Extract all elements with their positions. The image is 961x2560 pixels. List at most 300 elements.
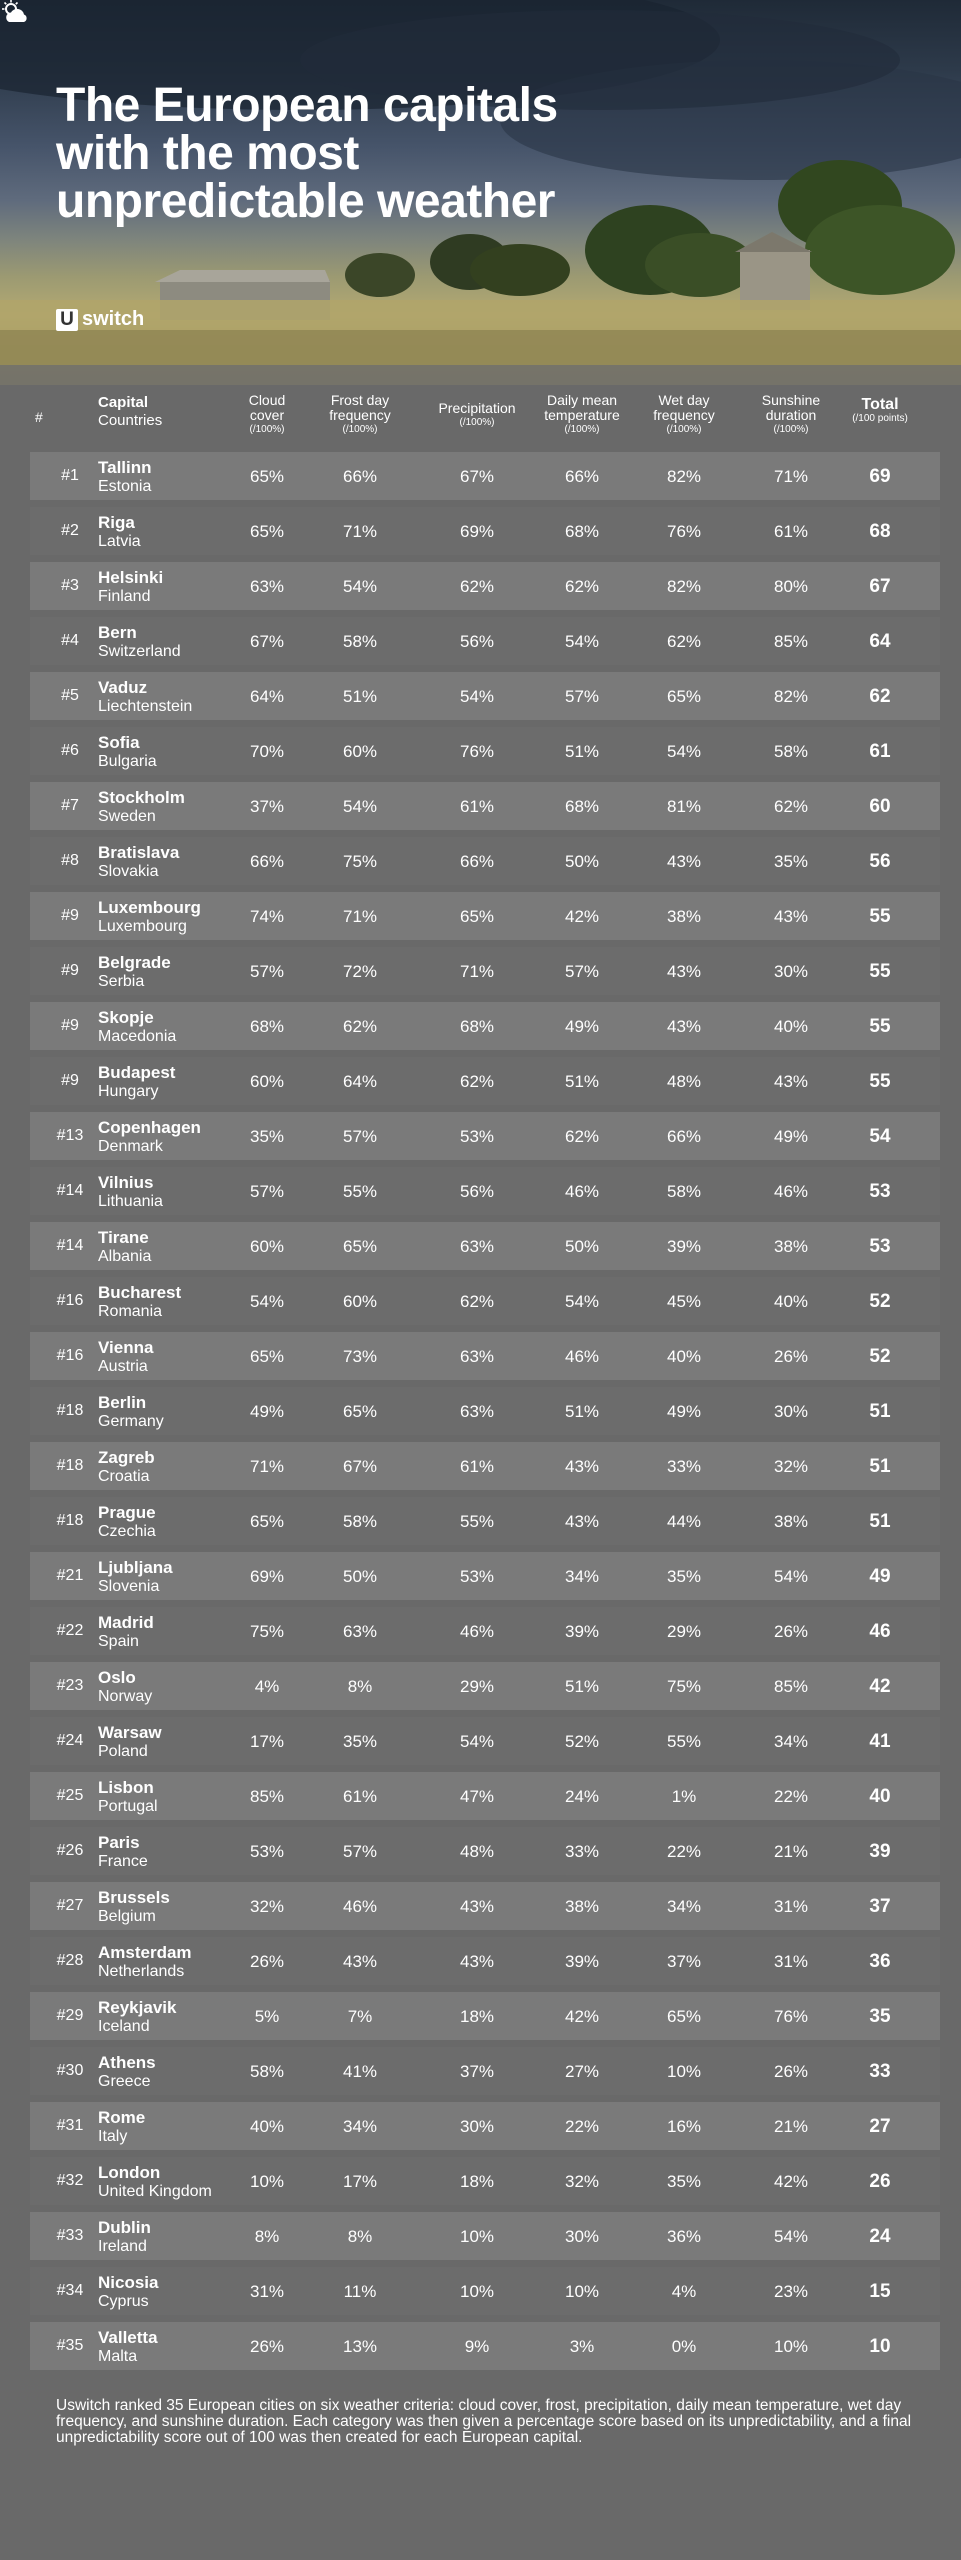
cell-frost-day: 11% [343,2282,377,2301]
methodology-note: Uswitch ranked 35 European cities on six weather criteria: cloud cover, frost, precipitation, daily mean temperature, wet day frequency, and sunshine duration. Each category was then given a percentage score based on its unpredictability, and a final unpredictability score out of 100 was then created for each European capital. [56,2397,912,2446]
cell-sunshine: 34% [773,1732,809,1751]
cell-rank: #30 [56,2062,84,2079]
cell-cloud-cover: 65% [249,522,285,541]
cell-rank: #31 [56,2117,84,2134]
cell-frost-day: 46% [342,1897,378,1916]
page-title: The European capitals with the most unpredictable weather [56,79,558,228]
cell-wet-day: 58% [666,1182,702,1201]
cell-precipitation: 71% [459,962,495,981]
cell-country: Portugal [98,1798,158,1815]
cell-precipitation: 43% [459,1897,495,1916]
cell-precipitation: 9% [464,2337,490,2356]
cell-wet-day: 0% [671,2337,697,2356]
cell-wet-day: 44% [666,1512,702,1531]
cell-capital: Madrid [98,1613,154,1632]
cell-sunshine: 49% [773,1127,809,1146]
cell-temperature: 34% [564,1567,600,1586]
cell-sunshine: 43% [773,1072,809,1091]
cell-country: Hungary [98,1083,159,1100]
cell-precipitation: 54% [459,1732,495,1751]
table-row [30,947,940,995]
cell-temperature: 50% [564,852,600,871]
cell-total: 55 [869,1016,891,1037]
cell-total: 52 [869,1291,891,1312]
cell-temperature: 68% [564,797,600,816]
cell-temperature: 3% [569,2337,595,2356]
cell-frost-day: 58% [342,1512,378,1531]
cell-rank: #6 [61,742,79,759]
cell-capital: Bern [98,623,137,642]
cell-frost-day: 43% [342,1952,378,1971]
cell-frost-day: 65% [342,1402,378,1421]
cell-total: 33 [869,2061,891,2082]
cell-precipitation: 67% [459,467,495,486]
cell-sunshine: 21% [773,2117,809,2136]
cell-frost-day: 62% [342,1017,378,1036]
cell-capital: Sofia [98,733,140,752]
cell-frost-day: 34% [342,2117,378,2136]
cell-temperature: 51% [564,1072,600,1091]
cell-frost-day: 71% [342,522,378,541]
cell-temperature: 46% [564,1182,600,1201]
cell-country: Italy [98,2128,128,2145]
cell-cloud-cover: 35% [249,1127,285,1146]
cell-country: United Kingdom [98,2183,212,2200]
cell-temperature: 51% [564,1677,600,1696]
cell-total: 62 [869,686,891,707]
cell-wet-day: 35% [666,1567,702,1586]
cell-country: Macedonia [98,1028,177,1045]
cell-precipitation: 69% [459,522,495,541]
cell-temperature: 42% [564,907,600,926]
cell-country: Poland [98,1743,148,1760]
cell-precipitation: 37% [459,2062,495,2081]
cell-wet-day: 82% [666,577,702,596]
cell-rank: #32 [56,2172,84,2189]
cell-temperature: 27% [564,2062,600,2081]
cell-capital: Berlin [98,1393,147,1412]
table-row [30,507,940,555]
cell-total: 55 [869,1071,891,1092]
table-row [30,837,940,885]
cell-temperature: 10% [564,2282,600,2301]
cell-country: Croatia [98,1468,150,1485]
cell-wet-day: 39% [666,1237,702,1256]
table-row [30,2047,940,2095]
cell-frost-day: 55% [342,1182,378,1201]
cell-frost-day: 51% [342,687,378,706]
cell-wet-day: 43% [666,852,702,871]
cell-frost-day: 8% [347,2227,373,2246]
cell-rank: #28 [56,1952,84,1969]
cell-temperature: 49% [564,1017,600,1036]
cell-rank: #22 [56,1622,84,1639]
cell-total: 36 [869,1951,891,1972]
cell-cloud-cover: 65% [249,467,285,486]
cell-wet-day: 36% [666,2227,702,2246]
cell-rank: #18 [56,1402,84,1419]
cell-rank: #18 [56,1512,84,1529]
cell-total: 15 [869,2281,891,2302]
table-row [30,1992,940,2040]
cell-sunshine: 26% [773,2062,809,2081]
table-row [30,1002,940,1050]
table-row [30,782,940,830]
cell-total: 26 [869,2171,891,2192]
cell-sunshine: 82% [773,687,809,706]
cell-wet-day: 33% [666,1457,702,1476]
cell-wet-day: 55% [666,1732,702,1751]
cell-country: Finland [98,588,151,605]
cell-country: Germany [98,1413,164,1430]
cell-cloud-cover: 68% [249,1017,285,1036]
cell-wet-day: 62% [666,632,702,651]
cell-country: Lithuania [98,1193,163,1210]
cell-frost-day: 54% [342,797,378,816]
cell-rank: #21 [56,1567,84,1584]
cell-sunshine: 61% [773,522,809,541]
cell-rank: #3 [61,577,79,594]
cell-frost-day: 13% [342,2337,378,2356]
cell-cloud-cover: 53% [249,1842,285,1861]
cell-sunshine: 31% [773,1897,809,1916]
cell-cloud-cover: 66% [249,852,285,871]
cell-temperature: 43% [564,1512,600,1531]
cell-capital: Stockholm [98,788,185,807]
cell-rank: #9 [61,907,79,924]
table-row [30,2322,940,2370]
cell-precipitation: 46% [459,1622,495,1641]
cell-total: 64 [869,631,891,652]
cell-wet-day: 1% [671,1787,697,1806]
cell-country: Spain [98,1633,139,1650]
cell-capital: London [98,2163,161,2182]
cell-total: 60 [869,796,891,817]
cell-frost-day: 57% [342,1842,378,1861]
cell-frost-day: 72% [342,962,378,981]
cell-frost-day: 60% [342,742,378,761]
cell-wet-day: 75% [666,1677,702,1696]
cell-rank: #16 [56,1347,84,1364]
table-header [0,385,961,453]
cell-country: Denmark [98,1138,163,1155]
cell-capital: Tallinn [98,458,152,477]
cell-rank: #13 [56,1127,84,1144]
cell-sunshine: 54% [773,2227,809,2246]
table-row [30,2102,940,2150]
table-row [30,1937,940,1985]
cell-cloud-cover: 5% [254,2007,280,2026]
cell-frost-day: 75% [342,852,378,871]
cell-rank: #5 [61,687,79,704]
cell-total: 68 [869,521,891,542]
col-rank: # [35,409,43,425]
cell-cloud-cover: 37% [249,797,285,816]
cell-country: Switzerland [98,643,181,660]
table-row [30,1717,940,1765]
cell-cloud-cover: 26% [249,2337,285,2356]
cell-frost-day: 73% [342,1347,378,1366]
cell-rank: #9 [61,1072,79,1089]
cell-temperature: 50% [564,1237,600,1256]
table-row [30,1827,940,1875]
cell-total: 35 [869,2006,891,2027]
cell-total: 55 [869,961,891,982]
logo-mark: U [56,309,78,331]
cell-capital: Bucharest [98,1283,182,1302]
cell-country: Slovakia [98,863,159,880]
cell-temperature: 33% [564,1842,600,1861]
cell-capital: Belgrade [98,953,171,972]
cell-precipitation: 48% [459,1842,495,1861]
table-row [30,1442,940,1490]
cell-country: Serbia [98,973,145,990]
cell-cloud-cover: 65% [249,1347,285,1366]
cell-precipitation: 62% [459,1072,495,1091]
cell-temperature: 42% [564,2007,600,2026]
cell-frost-day: 54% [342,577,378,596]
col-sunshine: Sunshine duration (/100%) [761,392,821,435]
cell-rank: #9 [61,962,79,979]
cell-rank: #1 [61,467,79,484]
cell-precipitation: 29% [459,1677,495,1696]
cell-temperature: 54% [564,632,600,651]
cell-total: 51 [869,1456,891,1477]
cell-temperature: 62% [564,577,600,596]
cell-precipitation: 53% [459,1567,495,1586]
cell-cloud-cover: 64% [249,687,285,706]
cell-sunshine: 26% [773,1622,809,1641]
cell-country: Slovenia [98,1578,160,1595]
table-row [30,1882,940,1930]
cell-wet-day: 81% [666,797,702,816]
cell-temperature: 22% [564,2117,600,2136]
cell-precipitation: 63% [459,1237,495,1256]
cell-country: Ireland [98,2238,147,2255]
table-row [30,2267,940,2315]
cell-temperature: 54% [564,1292,600,1311]
cell-precipitation: 47% [459,1787,495,1806]
cell-country: Cyprus [98,2293,149,2310]
table-row [30,562,940,610]
cell-precipitation: 56% [459,632,495,651]
cell-rank: #33 [56,2227,84,2244]
uswitch-logo [56,308,144,331]
cell-capital: Zagreb [98,1448,155,1467]
cell-wet-day: 43% [666,962,702,981]
cell-precipitation: 30% [459,2117,495,2136]
col-frost: Frost day frequency (/100%) [329,392,391,435]
cell-capital: Tirane [98,1228,149,1247]
cell-capital: Lisbon [98,1778,154,1797]
cell-cloud-cover: 31% [249,2282,285,2301]
cell-wet-day: 65% [666,2007,702,2026]
cell-temperature: 30% [564,2227,600,2246]
cell-capital: Luxembourg [98,898,201,917]
cell-capital: Nicosia [98,2273,159,2292]
cell-cloud-cover: 65% [249,1512,285,1531]
cell-temperature: 57% [564,962,600,981]
cell-sunshine: 76% [773,2007,809,2026]
cell-precipitation: 53% [459,1127,495,1146]
cell-wet-day: 65% [666,687,702,706]
cell-country: Malta [98,2348,138,2365]
cell-wet-day: 66% [666,1127,702,1146]
cell-frost-day: 7% [347,2007,373,2026]
cell-sunshine: 30% [773,1402,809,1421]
cell-total: 37 [869,1896,891,1917]
cell-cloud-cover: 75% [249,1622,285,1641]
table-row [30,1277,940,1325]
cell-capital: Helsinki [98,568,164,587]
cell-wet-day: 37% [666,1952,702,1971]
table-row [30,1222,940,1270]
cell-sunshine: 58% [773,742,809,761]
cell-frost-day: 66% [342,467,378,486]
cell-total: 54 [869,1126,891,1147]
cell-cloud-cover: 63% [249,577,285,596]
cell-sunshine: 85% [773,1677,809,1696]
cell-frost-day: 17% [342,2172,378,2191]
cell-country: Netherlands [98,1963,185,1980]
cell-rank: #25 [56,1787,84,1804]
cell-wet-day: 22% [666,1842,702,1861]
cell-total: 67 [869,576,891,597]
cell-wet-day: 40% [666,1347,702,1366]
cell-rank: #26 [56,1842,84,1859]
table-row [30,1057,940,1105]
cell-precipitation: 18% [459,2007,495,2026]
cell-capital: Rome [98,2108,146,2127]
cell-cloud-cover: 85% [249,1787,285,1806]
cell-total: 51 [869,1511,891,1532]
cell-precipitation: 18% [459,2172,495,2191]
cell-precipitation: 61% [459,1457,495,1476]
cell-sunshine: 38% [773,1512,809,1531]
cell-capital: Valletta [98,2328,158,2347]
cell-total: 42 [869,1676,891,1697]
cell-cloud-cover: 60% [249,1237,285,1256]
cell-frost-day: 63% [342,1622,378,1641]
cell-rank: #18 [56,1457,84,1474]
cell-sunshine: 40% [773,1292,809,1311]
cell-sunshine: 35% [773,852,809,871]
cell-cloud-cover: 67% [249,632,285,651]
cell-total: 53 [869,1181,891,1202]
cell-total: 41 [869,1731,891,1752]
cell-total: 69 [869,466,891,487]
col-capital: Capital [98,394,149,411]
hero-banner [0,0,961,385]
cell-country: Liechtenstein [98,698,193,715]
col-precipitation: Precipitation (/100%) [438,400,516,428]
cell-country: Austria [98,1358,148,1375]
cell-sunshine: 85% [773,632,809,651]
cell-wet-day: 49% [666,1402,702,1421]
table-row [30,1387,940,1435]
cell-rank: #7 [61,797,79,814]
cell-capital: Vienna [98,1338,154,1357]
cell-total: 51 [869,1401,891,1422]
cell-capital: Vilnius [98,1173,154,1192]
cell-cloud-cover: 58% [249,2062,285,2081]
cell-cloud-cover: 32% [249,1897,285,1916]
cell-cloud-cover: 26% [249,1952,285,1971]
cell-total: 56 [869,851,891,872]
cell-rank: #27 [56,1897,84,1914]
ranking-table [30,452,940,2377]
cell-precipitation: 66% [459,852,495,871]
cell-country: Sweden [98,808,156,825]
cell-sunshine: 32% [773,1457,809,1476]
cell-capital: Dublin [98,2218,151,2237]
cell-temperature: 39% [564,1622,600,1641]
cell-sunshine: 30% [773,962,809,981]
cell-capital: Budapest [98,1063,176,1082]
cell-capital: Bratislava [98,843,180,862]
cell-cloud-cover: 40% [249,2117,285,2136]
cell-total: 46 [869,1621,891,1642]
table-row [30,1332,940,1380]
table-row [30,617,940,665]
cell-wet-day: 38% [666,907,702,926]
cell-frost-day: 35% [342,1732,378,1751]
cell-total: 53 [869,1236,891,1257]
cell-capital: Prague [98,1503,156,1522]
cell-wet-day: 10% [666,2062,702,2081]
cell-frost-day: 61% [342,1787,378,1806]
cell-frost-day: 50% [342,1567,378,1586]
cell-frost-day: 67% [342,1457,378,1476]
cell-cloud-cover: 54% [249,1292,285,1311]
cell-frost-day: 57% [342,1127,378,1146]
cell-country: Belgium [98,1908,156,1925]
cell-rank: #14 [56,1237,84,1254]
cell-precipitation: 63% [459,1347,495,1366]
cell-precipitation: 10% [459,2282,495,2301]
cell-country: Albania [98,1248,152,1265]
cell-precipitation: 62% [459,1292,495,1311]
cell-precipitation: 68% [459,1017,495,1036]
cell-cloud-cover: 70% [249,742,285,761]
cell-precipitation: 65% [459,907,495,926]
cell-wet-day: 45% [666,1292,702,1311]
cell-frost-day: 71% [342,907,378,926]
cell-rank: #4 [61,632,79,649]
logo-text: switch [82,308,145,330]
cell-rank: #23 [56,1677,84,1694]
cell-temperature: 39% [564,1952,600,1971]
cell-total: 27 [869,2116,891,2137]
cell-rank: #29 [56,2007,84,2024]
cell-wet-day: 43% [666,1017,702,1036]
cell-frost-day: 8% [347,1677,373,1696]
col-wet-day: Wet day frequency (/100%) [653,392,715,435]
cell-wet-day: 29% [666,1622,702,1641]
cell-rank: #8 [61,852,79,869]
cell-total: 40 [869,1786,891,1807]
cell-capital: Skopje [98,1008,154,1027]
table-row [30,672,940,720]
cell-country: Latvia [98,533,141,550]
cell-cloud-cover: 8% [254,2227,280,2246]
cell-country: Norway [98,1688,153,1705]
cell-precipitation: 76% [459,742,495,761]
col-temperature: Daily mean temperature (/100%) [544,392,620,435]
cell-rank: #24 [56,1732,84,1749]
col-countries: Countries [98,412,163,429]
cell-temperature: 51% [564,742,600,761]
